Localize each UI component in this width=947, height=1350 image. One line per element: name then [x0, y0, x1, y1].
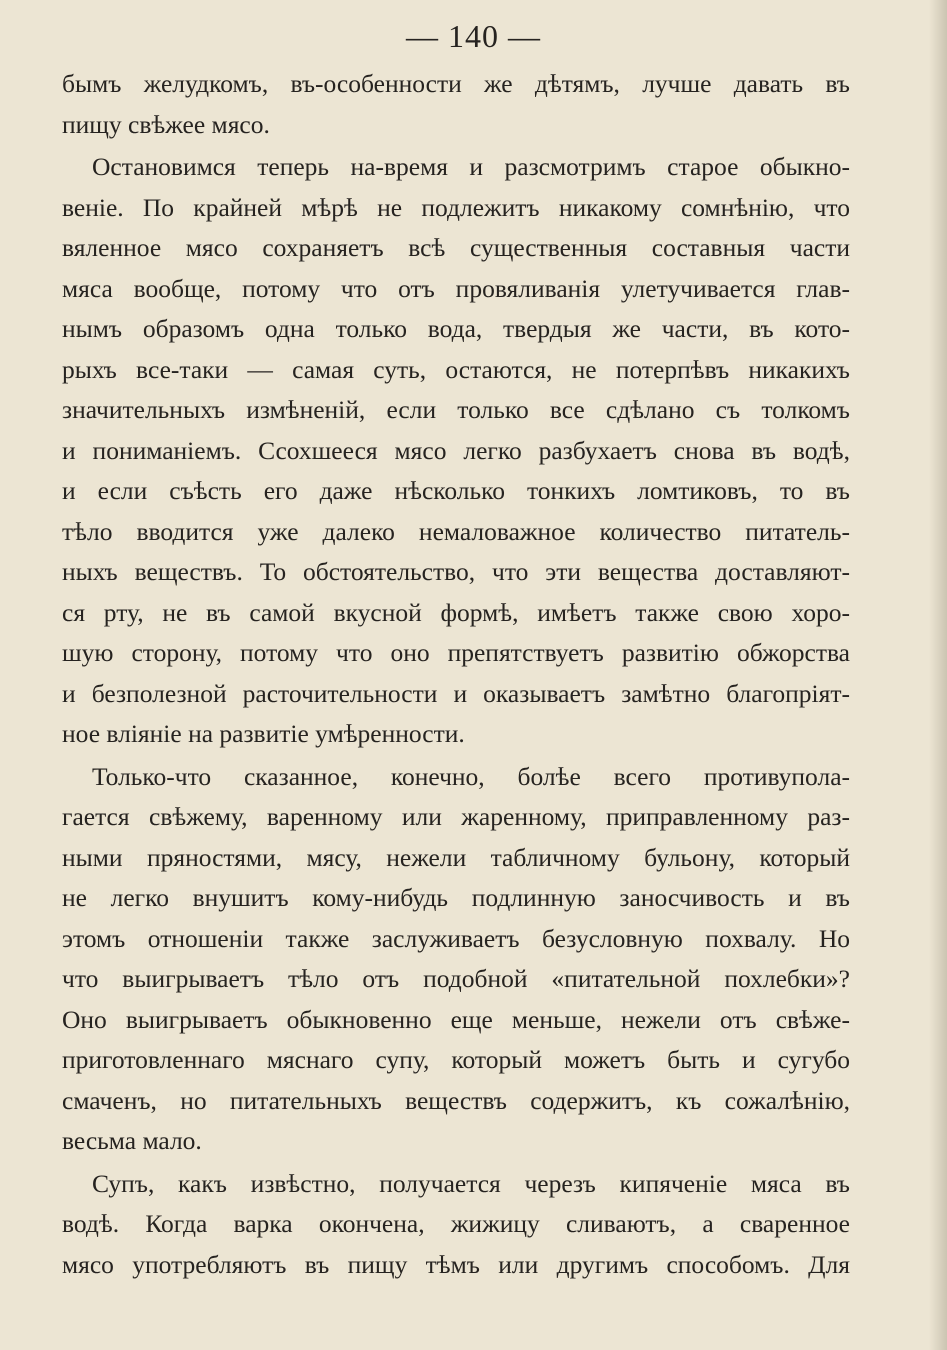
body-text [62, 64, 850, 1285]
text-line: смаченъ, но питательныхъ веществъ содержитъ, къ сожалѣнію, [62, 1085, 850, 1115]
text-line: бымъ желудкомъ, въ-особенности же дѣтямъ, лучше давать въ [62, 69, 850, 98]
text-line: и пониманіемъ. Ссохшееся мясо легко разбухаетъ снова въ водѣ, [62, 435, 850, 465]
text-line: и если съѣсть его даже нѣсколько тонкихъ ломтиковъ, то въ [62, 476, 850, 505]
text-line: этомъ отношеніи также заслуживаетъ безусловную похвалу. Но [62, 923, 850, 953]
text-line: рыхъ все-таки — самая суть, остаются, не потерпѣвъ никакихъ [62, 354, 850, 384]
text-line: водѣ. Когда варка окончена, жижицу сливаютъ, а сваренное [62, 1209, 850, 1238]
text-line: Супъ, какъ извѣстно, получается черезъ кипяченіе мяса въ [92, 1168, 850, 1198]
text-line: и безполезной расточительности и оказываетъ замѣтно благопріят- [62, 678, 850, 708]
text-line: ся рту, не въ самой вкусной формѣ, имѣетъ также свою хоро- [62, 597, 850, 627]
text-line: пищу свѣжее мясо. [62, 109, 270, 139]
text-line: весьма мало. [62, 1126, 202, 1155]
text-line: гается свѣжему, варенному или жаренному, приправленному раз- [62, 802, 850, 831]
text-line: мяса вообще, потому что отъ провяливанія улетучивается глав- [62, 273, 850, 303]
text-line: мясо употребляютъ въ пищу тѣмъ или другимъ способомъ. Для [62, 1249, 850, 1279]
text-line: вяленное мясо сохраняетъ всѣ существенныя составныя части [62, 233, 850, 262]
text-line: ное вліяніе на развитіе умѣренности. [62, 719, 465, 748]
text-line: шую сторону, потому что оно препятствуетъ развитію обжорства [62, 638, 850, 667]
text-line: не легко внушитъ кому-нибудь подлинную заносчивость и въ [62, 883, 850, 912]
text-line: что выигрываетъ тѣло отъ подобной «питательной похлебки»? [62, 964, 850, 993]
text-line: приготовленнаго мяснаго супу, который можетъ быть и сугубо [62, 1045, 850, 1074]
text-line: нымъ образомъ одна только вода, твердыя же части, въ кото- [62, 314, 850, 343]
text-line: Только-что сказанное, конечно, болѣе всего противупола- [92, 761, 850, 791]
text-line: веніе. По крайней мѣрѣ не подлежитъ никакому сомнѣнію, что [62, 192, 850, 222]
text-line: Оно выигрываетъ обыкновенно еще меньше, нежели отъ свѣже- [62, 1004, 850, 1034]
text-line: тѣло вводится уже далеко немаловажное количество питатель- [62, 516, 850, 546]
page-edge-shadow [929, 0, 947, 1350]
page-number: — 140 — [406, 18, 541, 54]
text-line: значительныхъ измѣненій, если только все сдѣлано съ толкомъ [62, 395, 850, 424]
text-line: ными пряностями, мясу, нежели табличному бульону, который [62, 842, 850, 872]
text-line: ныхъ веществъ. То обстоятельство, что эти вещества доставляют- [62, 557, 850, 586]
text-line: Остановимся теперь на-время и разсмотримъ старое обыкно- [92, 152, 850, 181]
